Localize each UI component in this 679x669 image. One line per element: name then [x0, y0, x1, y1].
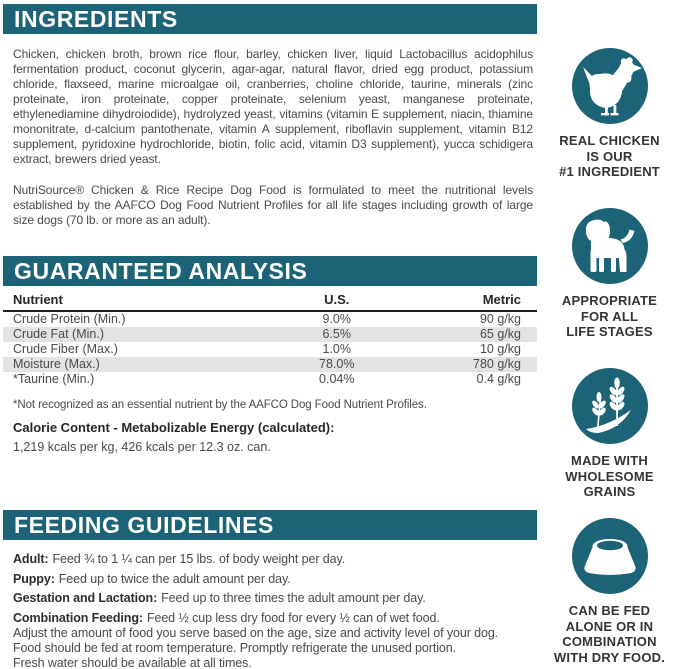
badge-caption	[559, 133, 660, 180]
feeding-line-puppy	[13, 572, 533, 587]
aafco-statement: NutriSource® Chicken & Rice Recipe Dog Food is formulated to meet the nutritional levels established by the AAFCO Dog Food Nutrient Profiles for all life stages including growth of large size dogs (70 lb. or more as an adult).	[13, 183, 533, 227]
badge-wholesome-grains	[540, 368, 679, 500]
ingredients-section-header	[3, 4, 537, 34]
nutrient-us: 1.0%	[322, 342, 351, 356]
badge-combination-feeding	[540, 518, 679, 665]
nutrient-name: Crude Fiber (Max.)	[13, 342, 118, 356]
feeding-text: Fresh water should be available at all times.	[13, 655, 252, 669]
feeding-line-temperature	[13, 641, 533, 656]
nutrient-metric: 90 g/kg	[479, 312, 521, 326]
feeding-label: Combination Feeding:	[13, 610, 143, 625]
column-header-us: U.S.	[324, 292, 350, 307]
guaranteed-analysis-title: GUARANTEED ANALYSIS	[14, 258, 308, 284]
feeding-text: Feed up to three times the adult amount per day.	[161, 591, 426, 605]
badge-caption-line: ALONE OR IN	[565, 618, 654, 634]
nutrient-us: 0.04%	[319, 372, 355, 386]
nutrient-name: Crude Protein (Min.)	[13, 312, 126, 326]
nutrient-name: Crude Fat (Min.)	[13, 327, 104, 341]
badge-caption	[565, 453, 653, 500]
column-header-nutrient: Nutrient	[13, 292, 63, 307]
table-row	[3, 327, 537, 342]
feeding-line-adult	[13, 552, 533, 567]
feeding-line-combination	[13, 611, 533, 626]
feeding-text: Feed ¾ to 1 ¼ can per 15 lbs. of body weight per day.	[52, 552, 346, 566]
guaranteed-analysis-section-header	[3, 256, 537, 286]
badge-caption-line: LIFE STAGES	[566, 324, 653, 339]
ingredients-list: Chicken, chicken broth, brown rice flour, barley, chicken liver, liquid Lactobacillus acidophilus fermentation product, coconut glycerin, agar-agar, natural flavor, dried egg product, potassium chloride, flaxseed, marine microalgae oil, cranberries, choline chloride, taurine, minerals (zinc proteinate, iron proteinate, copper proteinate, selenium yeast, manganese proteinate, ethylenediamine dihydroiodide), hydrolyzed yeast, vitamins (vitamin E supplement, niacin, thiamine mononitrate, d-calcium pantothenate, vitamin A supplement, riboflavin supplement, vitamin B12 supplement, pyridoxine hydrochloride, biotin, folic acid, vitamin D3 supplement), yucca schidigera extract, brewers dried yeast.	[13, 47, 533, 166]
puppy-icon	[572, 208, 648, 284]
table-row	[3, 372, 537, 387]
badge-life-stages	[540, 208, 679, 340]
nutrient-metric: 65 g/kg	[479, 327, 521, 341]
badge-caption-line: WITH DRY FOOD.	[553, 649, 666, 665]
feeding-label: Adult:	[13, 552, 49, 566]
badge-caption-line: REAL CHICKEN	[559, 133, 660, 148]
table-row	[3, 357, 537, 372]
calorie-content-heading: Calorie Content - Metabolizable Energy (calculated):	[13, 420, 335, 435]
wheat-icon	[572, 368, 648, 444]
nutrient-metric: 0.4 g/kg	[476, 372, 521, 386]
nutrient-name: *Taurine (Min.)	[13, 372, 95, 386]
table-row	[3, 312, 537, 327]
nutrient-us: 78.0%	[319, 357, 355, 371]
ingredients-title: INGREDIENTS	[14, 6, 178, 32]
badge-caption-line: #1 INGREDIENT	[559, 164, 660, 179]
feeding-label: Gestation and Lactation:	[13, 591, 158, 605]
dog-bowl-icon	[572, 518, 648, 594]
nutrient-us: 6.5%	[322, 327, 351, 341]
label-main-column	[3, 0, 537, 669]
column-header-metric: Metric	[482, 292, 521, 307]
badge-caption-line: APPROPRIATE	[561, 293, 658, 308]
feeding-line-adjust	[13, 626, 533, 641]
nutrient-metric: 10 g/kg	[479, 342, 521, 356]
feeding-guidelines-title: FEEDING GUIDELINES	[14, 512, 274, 538]
feeding-line-water	[13, 656, 533, 669]
feeding-label: Puppy:	[13, 571, 55, 586]
badge-caption-line: GRAINS	[583, 484, 636, 499]
taurine-footnote: *Not recognized as an essential nutrient by the AAFCO Dog Food Nutrient Profiles.	[13, 399, 427, 411]
badge-caption-line: WHOLESOME	[565, 468, 654, 484]
analysis-table-header	[3, 292, 537, 312]
feeding-text: Feed up to twice the adult amount per day.	[58, 571, 291, 586]
badge-caption	[562, 293, 657, 340]
badge-caption-line: MADE WITH	[571, 453, 648, 468]
badge-caption-line: CAN BE FED	[568, 603, 651, 618]
badge-caption	[554, 603, 665, 665]
table-row	[3, 342, 537, 357]
nutrient-metric: 780 g/kg	[473, 357, 521, 371]
feeding-line-gestation	[13, 591, 533, 606]
calorie-content-value: 1,219 kcals per kg, 426 kcals per 12.3 oz. can.	[13, 440, 271, 454]
feeding-guidelines-section-header	[3, 510, 537, 540]
feeding-text: Feed ½ cup less dry food for every ½ can of wet food.	[146, 610, 440, 625]
feeding-guidelines-text	[13, 552, 533, 669]
nutrient-us: 9.0%	[322, 312, 351, 326]
feeding-text: Food should be fed at room temperature. Promptly refrigerate the unused portion.	[13, 640, 456, 655]
nutrient-name: Moisture (Max.)	[13, 357, 100, 371]
feeding-text: Adjust the amount of food you serve based on the age, size and activity level of your dog.	[13, 625, 499, 640]
badge-caption-line: IS OUR	[586, 148, 633, 164]
badge-real-chicken	[540, 48, 679, 180]
badge-caption-line: COMBINATION	[562, 634, 657, 649]
badge-caption-line: FOR ALL	[580, 308, 639, 324]
chicken-icon	[572, 48, 648, 124]
